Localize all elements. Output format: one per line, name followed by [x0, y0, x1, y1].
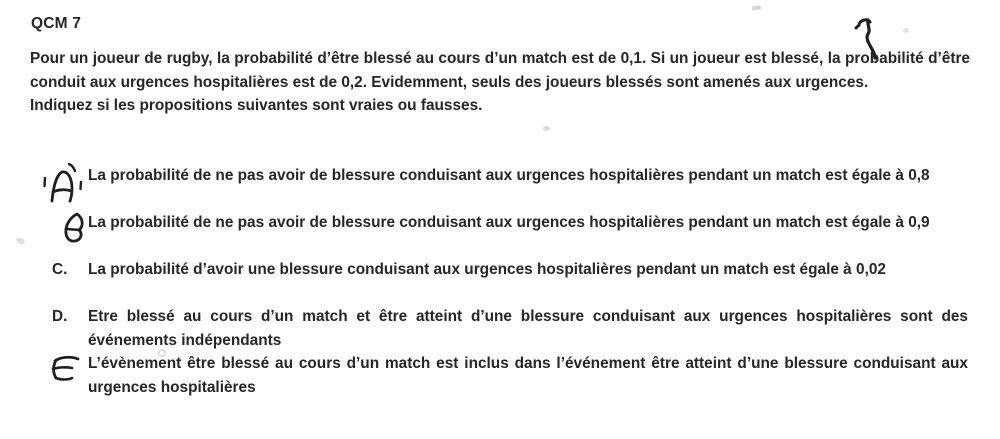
option-c-letter: C.	[52, 261, 68, 278]
question-intro: Pour un joueur de rugby, la probabilité d’être blessé au cours d’un match est de 0,1. Si un joueur est blessé, la probabilité d’être conduit aux urgences hospitalières est de 0,2. Evidemment, seuls des joueurs blessés sont amenés aux urgences.	[30, 50, 970, 91]
option-a-letter-handwritten	[30, 164, 88, 207]
scan-speck	[903, 28, 909, 33]
option-a-text: La probabilité de ne pas avoir de blessure conduisant aux urgences hospitalières pendant un match est égale à 0,8	[88, 167, 930, 184]
scan-speck	[15, 237, 26, 246]
page-title: QCM 7	[31, 15, 82, 32]
option-b-letter-handwritten	[30, 211, 88, 252]
option-c-row	[30, 258, 968, 305]
option-e-row	[30, 352, 968, 399]
scan-speck	[543, 126, 550, 131]
option-d-row	[30, 305, 968, 352]
option-e-letter-handwritten	[30, 352, 88, 388]
option-a-row	[30, 164, 968, 211]
option-d-text: Etre blessé au cours d’un match et être atteint d’une blessure conduisant aux urgences hospitalières sont des événements indépendants	[88, 308, 968, 349]
handwritten-letter-e-icon	[46, 352, 82, 388]
option-b-text: La probabilité de ne pas avoir de blessure conduisant aux urgences hospitalières pendant un match est égale à 0,9	[88, 214, 930, 231]
options-list	[30, 164, 968, 399]
question-instruction: Indiquez si les propositions suivantes sont vraies ou fausses.	[30, 97, 483, 114]
handwritten-letter-a-icon	[42, 161, 84, 207]
option-d-letter: D.	[52, 308, 68, 325]
option-e-text: L’évènement être blessé au cours d’un match est inclus dans l’événement être atteint d’une blessure conduisant aux urgences hospitalières	[88, 355, 968, 396]
scan-speck	[752, 5, 761, 10]
question-text-block	[30, 47, 970, 118]
option-b-row	[30, 211, 968, 258]
handwritten-letter-b-icon	[54, 210, 88, 252]
option-c-text: La probabilité d’avoir une blessure conduisant aux urgences hospitalières pendant un match est égale à 0,02	[88, 261, 886, 278]
